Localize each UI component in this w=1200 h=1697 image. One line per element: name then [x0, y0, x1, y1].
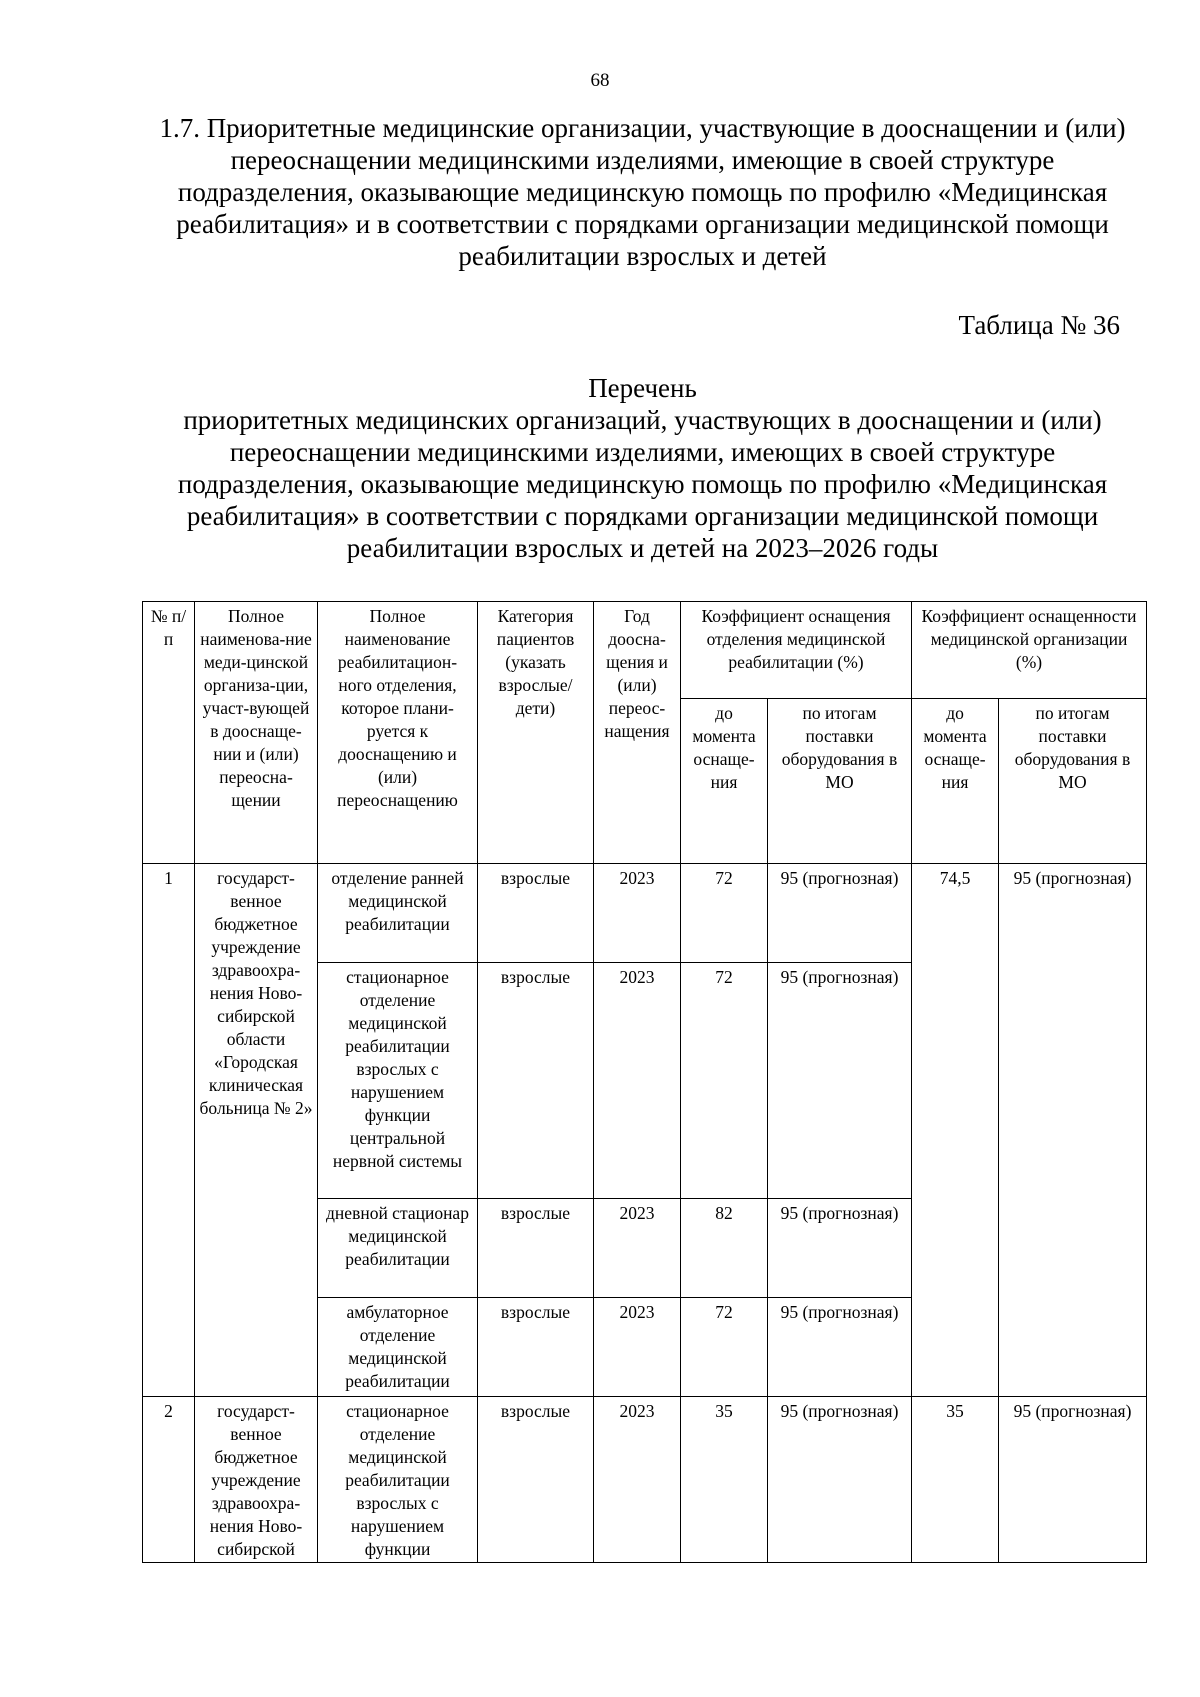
dept-after: 95 (прогнозная)	[768, 1397, 912, 1563]
org-before: 74,5	[912, 864, 999, 1397]
list-subtitle: приоритетных медицинских организаций, участвующих в дооснащении и (или) переоснащении медицинскими изделиями, имеющих в своей структуре подразделения, оказывающие медицинскую помощь по профилю «Медицинская реабилитация» в соответствии с порядками организации медицинской помощи реабилитации взрослых и детей на 2023–2026 годы	[177, 405, 1108, 563]
table-number: Таблица № 36	[958, 310, 1120, 340]
dept-before: 72	[681, 864, 768, 963]
header-category: Категория пациентов (указать взрослые/ дети)	[478, 602, 594, 864]
organizations-table	[142, 601, 1147, 1563]
dept-category: взрослые	[478, 1397, 594, 1563]
dept-before: 72	[681, 1298, 768, 1397]
dept-before: 72	[681, 963, 768, 1199]
header-year: Год доосна-щения и (или) переос-нащения	[594, 602, 681, 864]
dept-category: взрослые	[478, 1298, 594, 1397]
dept-after: 95 (прогнозная)	[768, 864, 912, 963]
header-dept-after: по итогам поставки оборудования в МО	[768, 699, 912, 864]
org-name: государст-венное бюджетное учреждение здравоохра-нения Ново-сибирской	[195, 1397, 318, 1563]
header-dept-before: до момента оснаще-ния	[681, 699, 768, 864]
dept-after: 95 (прогнозная)	[768, 1298, 912, 1397]
org-num: 2	[143, 1397, 195, 1563]
dept-year: 2023	[594, 1397, 681, 1563]
dept-after: 95 (прогнозная)	[768, 1199, 912, 1298]
dept-name: стационарное отделение медицинской реабилитации взрослых с нарушением функции	[318, 1397, 478, 1563]
table-row	[143, 1397, 1147, 1563]
header-num: № п/п	[143, 602, 195, 864]
section-heading: 1.7. Приоритетные медицинские организации, участвующие в дооснащении и (или) переоснащении медицинскими изделиями, имеющие в своей структуре подразделения, оказывающие медицинскую помощь по профилю «Медицинская реабилитация» и в соответствии с порядками организации медицинской помощи реабилитации взрослых и детей	[159, 113, 1126, 271]
org-after: 95 (прогнозная)	[999, 1397, 1147, 1563]
dept-category: взрослые	[478, 1199, 594, 1298]
header-org-before: до момента оснаще-ния	[912, 699, 999, 864]
dept-year: 2023	[594, 963, 681, 1199]
dept-category: взрослые	[478, 963, 594, 1199]
table-row	[143, 864, 1147, 963]
dept-year: 2023	[594, 864, 681, 963]
dept-before: 82	[681, 1199, 768, 1298]
dept-name: дневной стационар медицинской реабилитации	[318, 1199, 478, 1298]
table-header-row	[143, 602, 1147, 699]
header-org-name: Полное наименова-ние меди-цинской организа-ции, участ-вующей в дооснаще-нии и (или) переосна-щении	[195, 602, 318, 864]
dept-after: 95 (прогнозная)	[768, 963, 912, 1199]
list-title: Перечень	[588, 373, 697, 403]
dept-year: 2023	[594, 1298, 681, 1397]
page-number: 68	[590, 70, 610, 91]
dept-category: взрослые	[478, 864, 594, 963]
org-before: 35	[912, 1397, 999, 1563]
header-dept-name: Полное наименование реабилитацион-ного отделения, которое плани-руется к дооснащению и (или) переоснащению	[318, 602, 478, 864]
header-org-after: по итогам поставки оборудования в МО	[999, 699, 1147, 864]
dept-before: 35	[681, 1397, 768, 1563]
header-org-coef: Коэффициент оснащенности медицинской организации (%)	[912, 602, 1147, 699]
org-num: 1	[143, 864, 195, 1397]
dept-name: стационарное отделение медицинской реабилитации взрослых с нарушением функции центральной нервной системы	[318, 963, 478, 1199]
dept-year: 2023	[594, 1199, 681, 1298]
dept-name: отделение ранней медицинской реабилитации	[318, 864, 478, 963]
dept-name: амбулаторное отделение медицинской реабилитации	[318, 1298, 478, 1397]
org-name: государст-венное бюджетное учреждение здравоохра-нения Ново-сибирской области «Городская клиническая больница № 2»	[195, 864, 318, 1397]
header-dept-coef: Коэффициент оснащения отделения медицинской реабилитации (%)	[681, 602, 912, 699]
org-after: 95 (прогнозная)	[999, 864, 1147, 1397]
